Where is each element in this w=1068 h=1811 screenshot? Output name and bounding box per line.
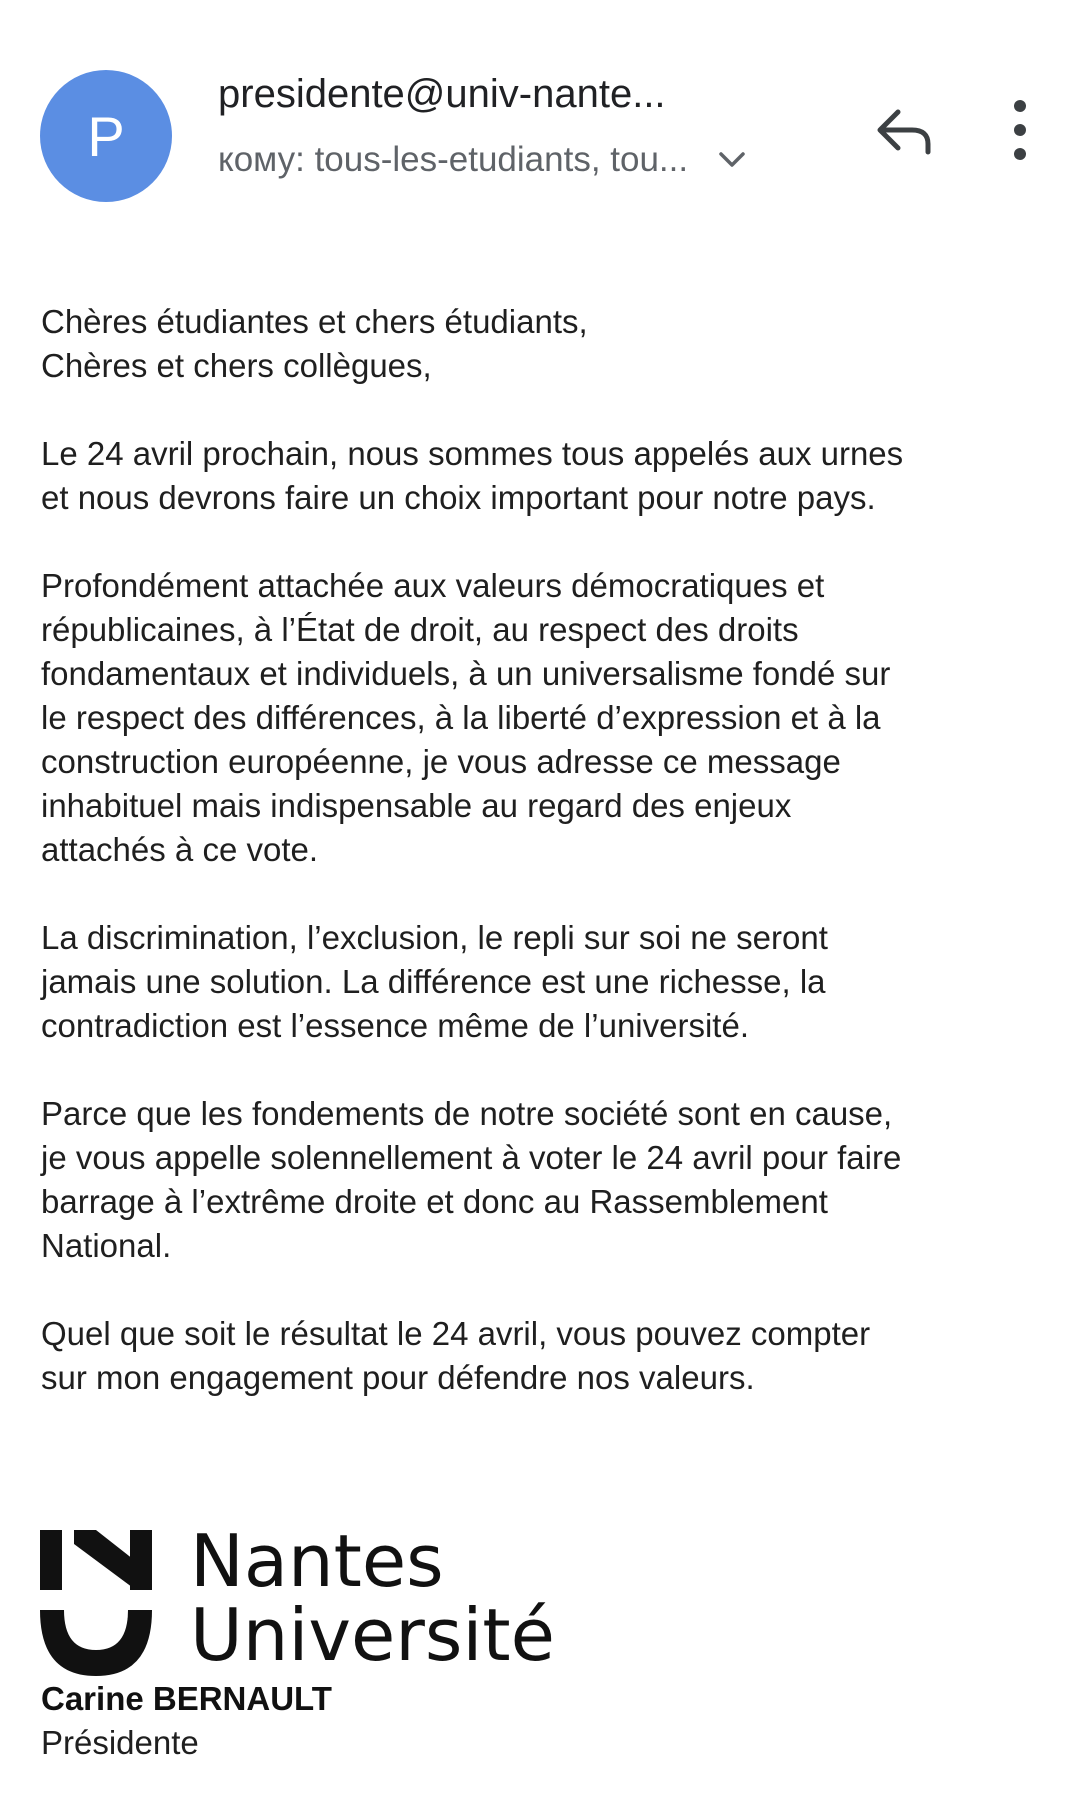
logo-line-universite: Université	[190, 1593, 555, 1677]
text-line: républicaines, à l’État de droit, au respect des droits	[41, 611, 799, 648]
paragraph-call-to-vote	[41, 1092, 1031, 1268]
paragraph-values	[41, 564, 1031, 872]
chevron-down-icon[interactable]	[718, 150, 746, 170]
sender-address[interactable]: presidente@univ-nante...	[218, 72, 666, 116]
text-line: Le 24 avril prochain, nous sommes tous appelés aux urnes	[41, 435, 904, 472]
paragraph-discrimination	[41, 916, 1031, 1048]
signature-title: Présidente	[41, 1724, 199, 1761]
message-body	[41, 300, 1031, 1444]
recipients-text: кому: tous-les-etudiants, tou...	[218, 140, 689, 179]
nantes-universite-logo	[40, 1519, 600, 1680]
text-line: et nous devrons faire un choix important pour notre pays.	[41, 479, 876, 516]
text-line: fondamentaux et individuels, à un universalisme fondé sur	[41, 655, 891, 692]
sender-avatar[interactable]	[40, 70, 172, 202]
signature-name: Carine BERNAULT	[41, 1680, 332, 1717]
recipients-row[interactable]	[218, 140, 746, 180]
paragraph-vote-date	[41, 432, 1031, 520]
text-line: La discrimination, l’exclusion, le repli sur soi ne seront	[41, 919, 828, 956]
university-logo-mark-icon	[40, 1530, 152, 1678]
email-header	[0, 0, 1068, 220]
avatar-letter: P	[87, 104, 125, 168]
text-line: sur mon engagement pour défendre nos valeurs.	[41, 1359, 755, 1396]
text-line: je vous appelle solennellement à voter le 24 avril pour faire	[41, 1139, 902, 1176]
text-line: barrage à l’extrême droite et donc au Rassemblement	[41, 1183, 828, 1220]
text-line: attachés à ce vote.	[41, 831, 319, 868]
text-line: Quel que soit le résultat le 24 avril, vous pouvez compter	[41, 1315, 871, 1352]
logo-line-nantes: Nantes	[190, 1519, 444, 1603]
text-line: contradiction est l’essence même de l’université.	[41, 1007, 750, 1044]
text-line: National.	[41, 1227, 172, 1264]
text-line: inhabituel mais indispensable au regard des enjeux	[41, 787, 792, 824]
university-logo-text	[190, 1519, 555, 1677]
text-line: le respect des différences, à la liberté d’expression et à la	[41, 699, 881, 736]
greeting-line: Chères et chers collègues,	[41, 347, 432, 384]
greeting	[41, 300, 1031, 388]
text-line: Parce que les fondements de notre société sont en cause,	[41, 1095, 893, 1132]
greeting-line: Chères étudiantes et chers étudiants,	[41, 303, 588, 340]
text-line: Profondément attachée aux valeurs démocratiques et	[41, 567, 825, 604]
reply-icon[interactable]	[872, 100, 936, 160]
more-vertical-icon[interactable]	[1000, 96, 1040, 164]
text-line: jamais une solution. La différence est une richesse, la	[41, 963, 826, 1000]
paragraph-closing	[41, 1312, 1031, 1400]
text-line: construction européenne, je vous adresse ce message	[41, 743, 841, 780]
